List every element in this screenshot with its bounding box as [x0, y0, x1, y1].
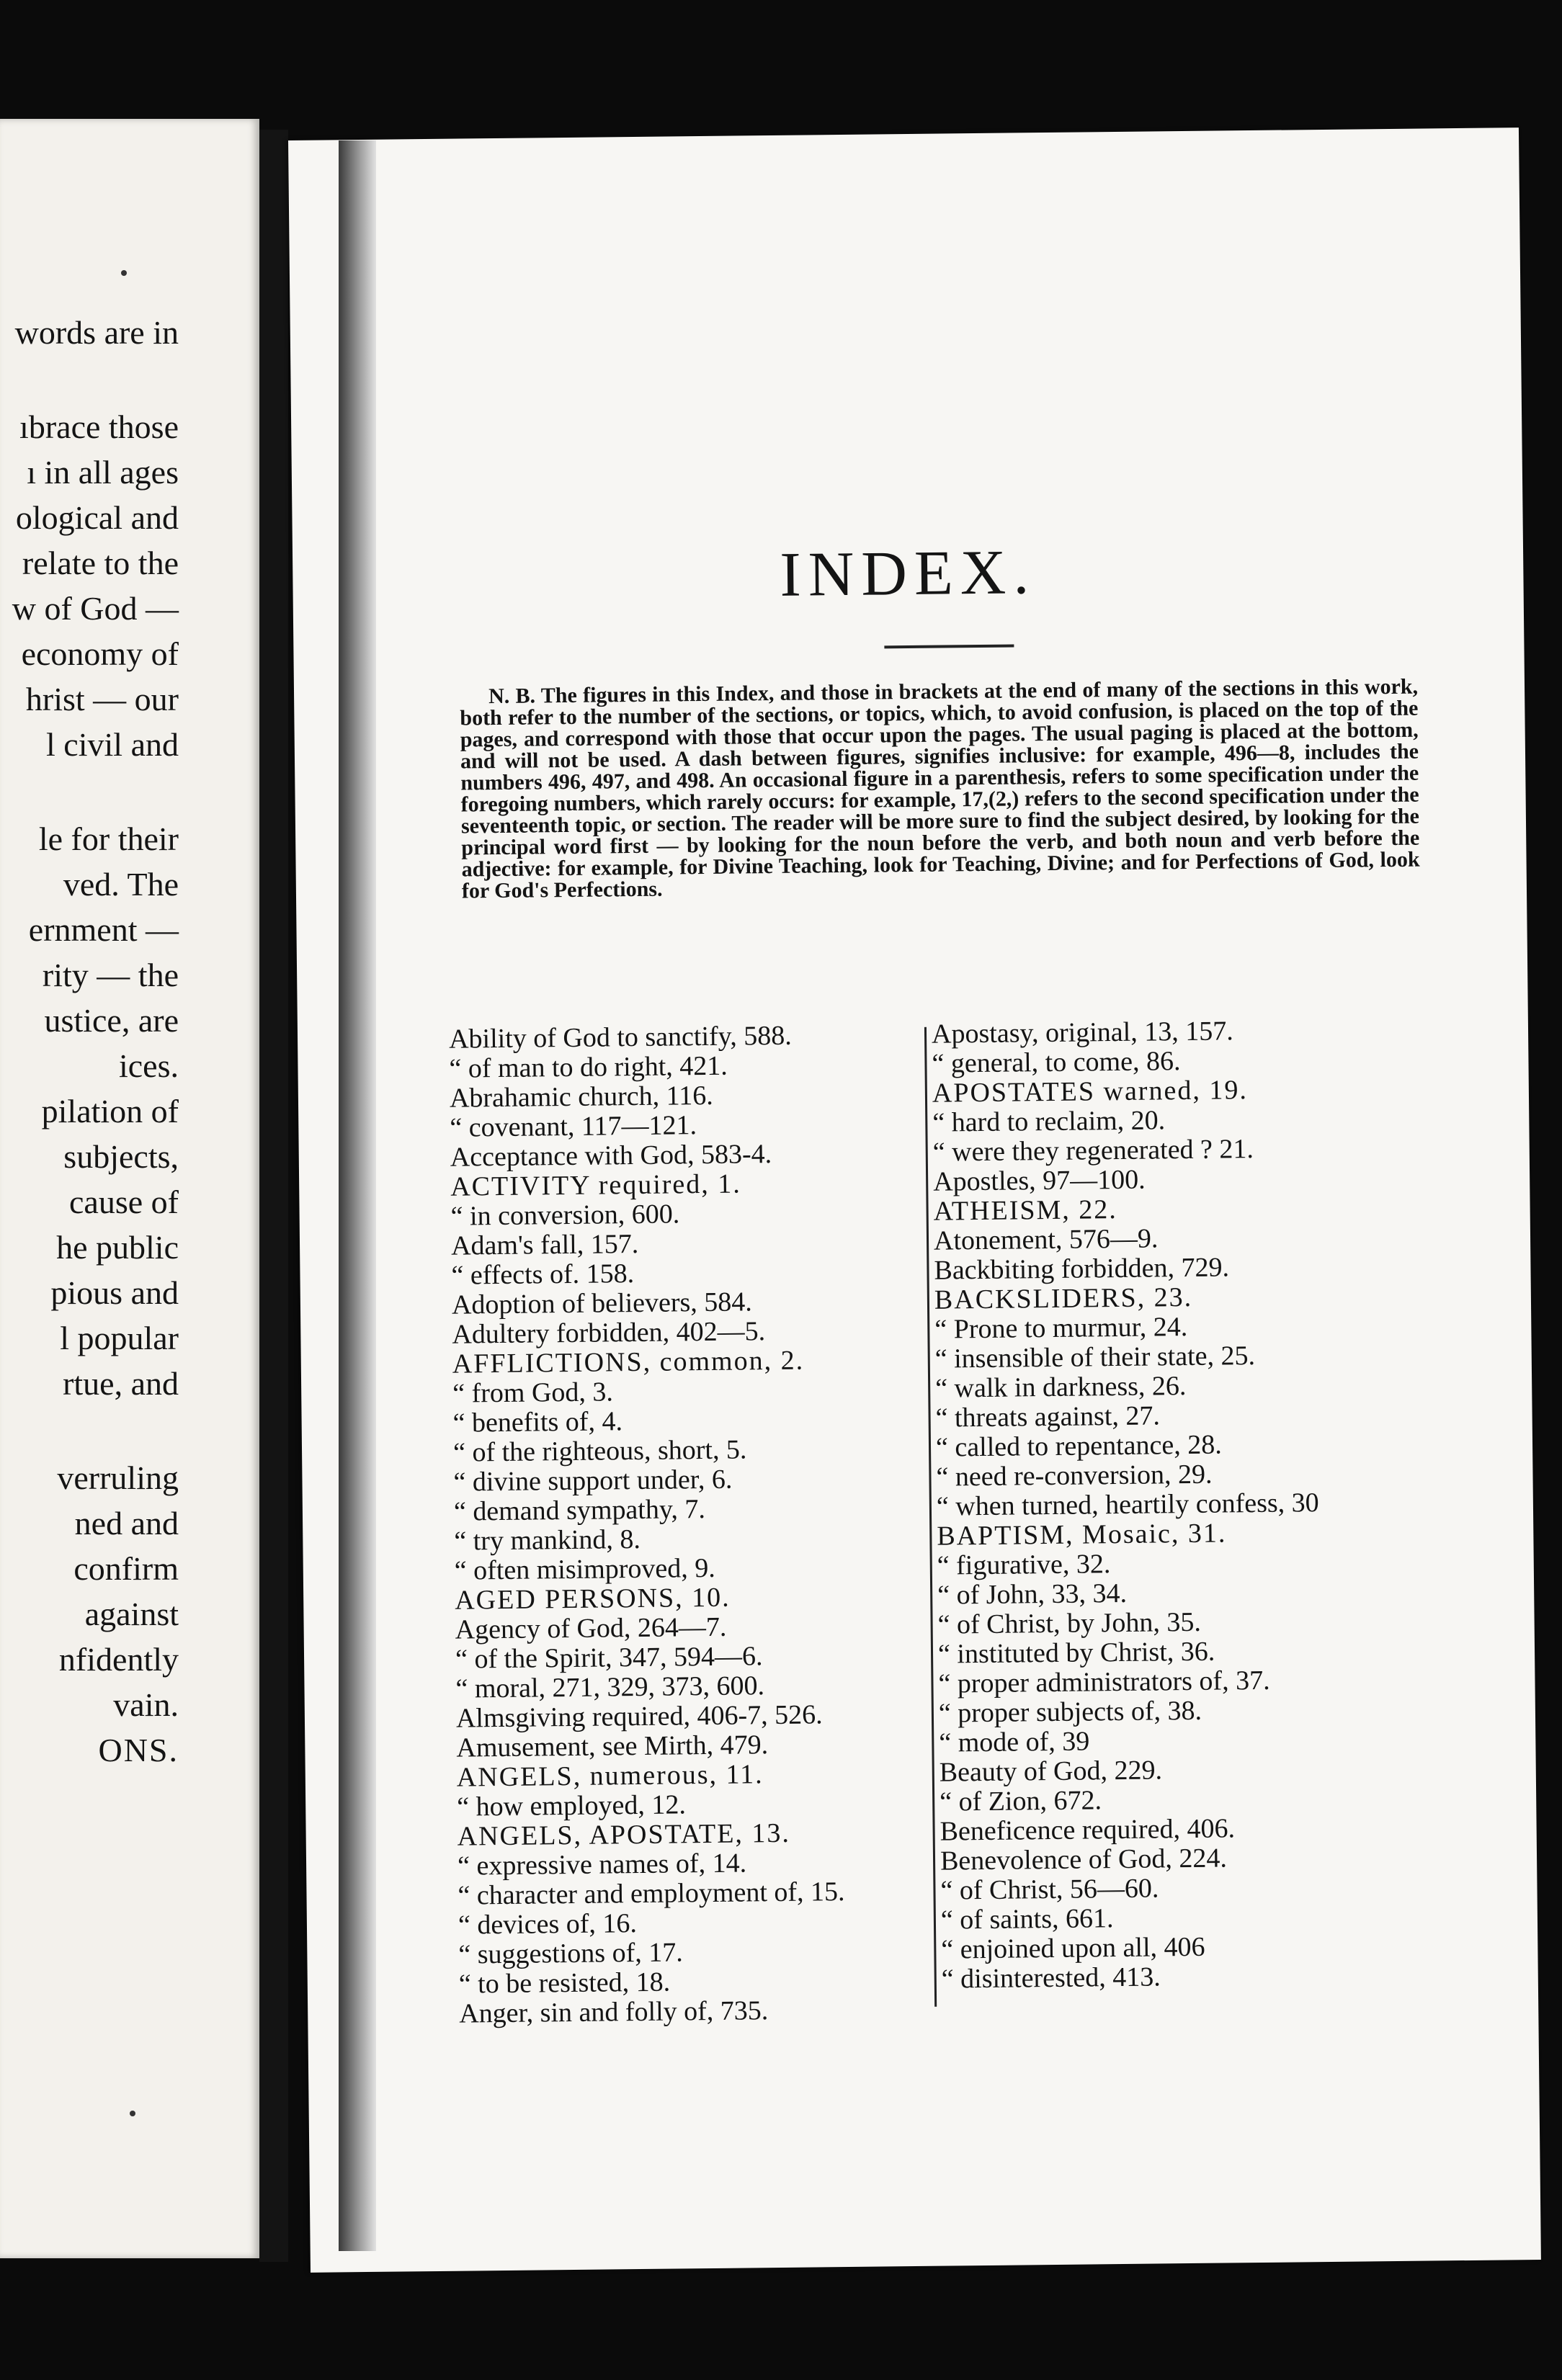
left-page-line: subjects,	[63, 1138, 179, 1175]
index-entry: “ devices of, 16.	[458, 1908, 638, 1941]
index-column-left	[449, 1019, 978, 2028]
book-gutter	[259, 130, 288, 2262]
left-page-line: ices.	[118, 1047, 179, 1084]
index-entry: “ of Zion, 672.	[939, 1785, 1102, 1817]
left-page-line: ıbrace those	[19, 408, 179, 445]
left-page-line: words are in	[14, 314, 179, 351]
index-entry: Adultery forbidden, 402—5.	[452, 1316, 766, 1350]
left-page-line: economy of	[21, 635, 179, 672]
index-entry: “ covenant, 117—121.	[450, 1110, 697, 1143]
left-page-line: ernment —	[28, 911, 179, 948]
index-entry: “ of the righteous, short, 5.	[452, 1434, 747, 1468]
index-entry: “ try mankind, 8.	[454, 1524, 641, 1557]
index-entry: “ benefits of, 4.	[452, 1406, 623, 1439]
left-page-line: ned and	[74, 1505, 179, 1542]
left-page-line: against	[84, 1596, 179, 1632]
index-entry: “ moral, 271, 329, 373, 600.	[455, 1670, 765, 1704]
index-entry: Benevolence of God, 224.	[940, 1843, 1228, 1876]
index-entry: “ how employed, 12.	[457, 1789, 687, 1822]
index-entry: Apostasy, original, 13, 157.	[931, 1016, 1233, 1050]
index-entry: Adoption of believers, 584.	[451, 1287, 753, 1320]
index-entry: Abrahamic church, 116.	[449, 1080, 713, 1114]
index-entry: “ instituted by Christ, 36.	[937, 1636, 1215, 1670]
left-page	[0, 119, 259, 2258]
index-entry: “ threats against, 27.	[935, 1400, 1161, 1433]
left-page-line: vain.	[113, 1686, 179, 1723]
index-entry: Backbiting forbidden, 729.	[934, 1252, 1230, 1286]
index-entry: Acceptance with God, 583-4.	[450, 1139, 772, 1173]
left-page-text	[0, 310, 179, 1773]
index-entry: Ability of God to sanctify, 588.	[448, 1020, 792, 1055]
index-entry: “ need re-conversion, 29.	[936, 1459, 1213, 1493]
index-entry: “ character and employment of, 15.	[458, 1876, 845, 1911]
left-page-line: rtue, and	[63, 1365, 179, 1402]
index-entry: “ general, to come, 86.	[932, 1046, 1181, 1079]
index-entry: AGED PERSONS, 10.	[455, 1582, 731, 1616]
index-entry: Apostles, 97—100.	[932, 1164, 1146, 1197]
left-page-line: ustice, are	[44, 1002, 179, 1039]
index-entry: “ expressive names of, 14.	[457, 1848, 747, 1882]
left-page-line: ONS.	[98, 1732, 179, 1768]
left-page-line	[0, 767, 179, 816]
index-entry: Almsgiving required, 406-7, 526.	[455, 1699, 823, 1734]
index-entry: “ disinterested, 413.	[941, 1961, 1161, 1995]
index-entry: “ proper administrators of, 37.	[938, 1665, 1270, 1699]
index-entry: ANGELS, APOSTATE, 13.	[457, 1817, 791, 1852]
index-entry: “ from God, 3.	[452, 1377, 614, 1409]
index-entry: ACTIVITY required, 1.	[450, 1168, 742, 1202]
index-entry: “ of Christ, by John, 35.	[937, 1606, 1202, 1640]
index-note	[460, 676, 1420, 903]
index-entry: “ effects of. 158.	[451, 1258, 635, 1291]
index-entry: “ to be resisted, 18.	[458, 1967, 671, 2000]
index-entry: “ proper subjects of, 38.	[938, 1695, 1202, 1729]
left-page-line: ı in all ages	[27, 454, 179, 491]
left-page-line: he public	[56, 1229, 179, 1266]
left-page-line: l popular	[60, 1320, 179, 1356]
index-entry: “ hard to reclaim, 20.	[932, 1105, 1166, 1138]
index-entry: “ often misimproved, 9.	[454, 1552, 715, 1586]
left-page-line: cause of	[69, 1184, 179, 1220]
index-entry: AFFLICTIONS, common, 2.	[452, 1345, 805, 1379]
index-entry: “ divine support under, 6.	[453, 1464, 733, 1498]
index-entry: “ Prone to murmur, 24.	[934, 1312, 1188, 1345]
index-entry: “ insensible of their state, 25.	[934, 1341, 1256, 1374]
left-page-line: ved. The	[63, 866, 179, 903]
page-speck	[130, 2111, 135, 2116]
index-entry: ANGELS, numerous, 11.	[456, 1759, 764, 1793]
index-entry: APOSTATES warned, 19.	[932, 1075, 1249, 1109]
index-entry: “ of man to do right, 421.	[449, 1050, 728, 1084]
spine-shadow	[339, 140, 376, 2251]
left-page-line: w of God —	[12, 590, 179, 627]
left-page-line: verruling	[57, 1459, 179, 1496]
index-entry: “ were they regenerated ? 21.	[932, 1134, 1254, 1168]
index-entry: “ of the Spirit, 347, 594—6.	[455, 1641, 763, 1675]
left-page-line: rity — the	[42, 957, 179, 993]
index-entry: “ mode of, 39	[939, 1726, 1090, 1758]
index-entry: BAPTISM, Mosaic, 31.	[937, 1518, 1227, 1552]
left-page-line: pious and	[50, 1274, 179, 1311]
title-rule	[884, 644, 1014, 648]
left-page-line: le for their	[38, 820, 179, 857]
left-page-line: hrist — our	[25, 681, 179, 717]
index-entry: Agency of God, 264—7.	[455, 1611, 727, 1645]
index-entry: “ walk in darkness, 26.	[934, 1371, 1187, 1404]
index-entry: “ called to repentance, 28.	[935, 1429, 1222, 1463]
left-page-line: ological and	[15, 499, 179, 536]
left-page-line: pilation of	[41, 1093, 179, 1129]
left-page-line: relate to the	[22, 545, 179, 581]
left-page-line: nfidently	[58, 1641, 179, 1678]
index-entry: Anger, sin and folly of, 735.	[459, 1995, 769, 2029]
left-page-line: confirm	[73, 1550, 179, 1587]
index-page	[288, 128, 1541, 2273]
index-entry: “ of saints, 661.	[940, 1903, 1114, 1936]
left-page-line: l civil and	[46, 726, 179, 763]
index-entry: “ in conversion, 600.	[450, 1199, 680, 1232]
left-page-line	[0, 1406, 179, 1455]
index-entry: “ of Christ, 56—60.	[940, 1873, 1159, 1906]
index-entry: Beneficence required, 406.	[940, 1813, 1236, 1847]
index-entry: Amusement, see Mirth, 479.	[456, 1730, 769, 1763]
index-entry: “ of John, 33, 34.	[937, 1578, 1128, 1611]
index-entry: “ suggestions of, 17.	[458, 1937, 683, 1970]
index-entry: Beauty of God, 229.	[939, 1755, 1163, 1788]
index-entry: “ enjoined upon all, 406	[941, 1931, 1205, 1965]
page-speck	[121, 270, 127, 276]
index-entry: BACKSLIDERS, 23.	[934, 1281, 1193, 1315]
left-page-line	[0, 355, 179, 404]
index-entry: ATHEISM, 22.	[933, 1194, 1118, 1227]
index-entry: “ demand sympathy, 7.	[453, 1494, 706, 1527]
page-title: INDEX.	[779, 537, 1037, 610]
index-column-right	[932, 1015, 1432, 1995]
index-entry: “ when turned, heartily confess, 30	[936, 1488, 1319, 1522]
index-entry: “ figurative, 32.	[937, 1549, 1111, 1581]
index-entry: Atonement, 576—9.	[933, 1223, 1159, 1256]
note-text: N. B. The figures in this Index, and those in brackets at the end of many of the sections in this work, both refer to the number of the sections, or topics, which, to avoid confusion, is placed on the top of the pages, and correspond with those that occur upon the pages. The usual paging is placed at the bottom, and will not be used. A dash between figures, signifies inclusive: for example, 496—8, includes the numbers 496, 497, and 498. An occasional figure in a parenthesis, refers to some specification under the foregoing numbers, which rarely occurs: for example, 17,(2,) refers to the second specification under the seventeenth topic, or section. The reader will be more sure to find the subject desired, by looking for the principal word first — by looking for the noun before the verb, and both noun and verb before the adjective: for example, for Divine Teaching, look for Teaching, Divine; and for Perfections of God, look for God's Perfections.	[460, 674, 1420, 903]
index-entry: Adam's fall, 157.	[450, 1228, 639, 1261]
